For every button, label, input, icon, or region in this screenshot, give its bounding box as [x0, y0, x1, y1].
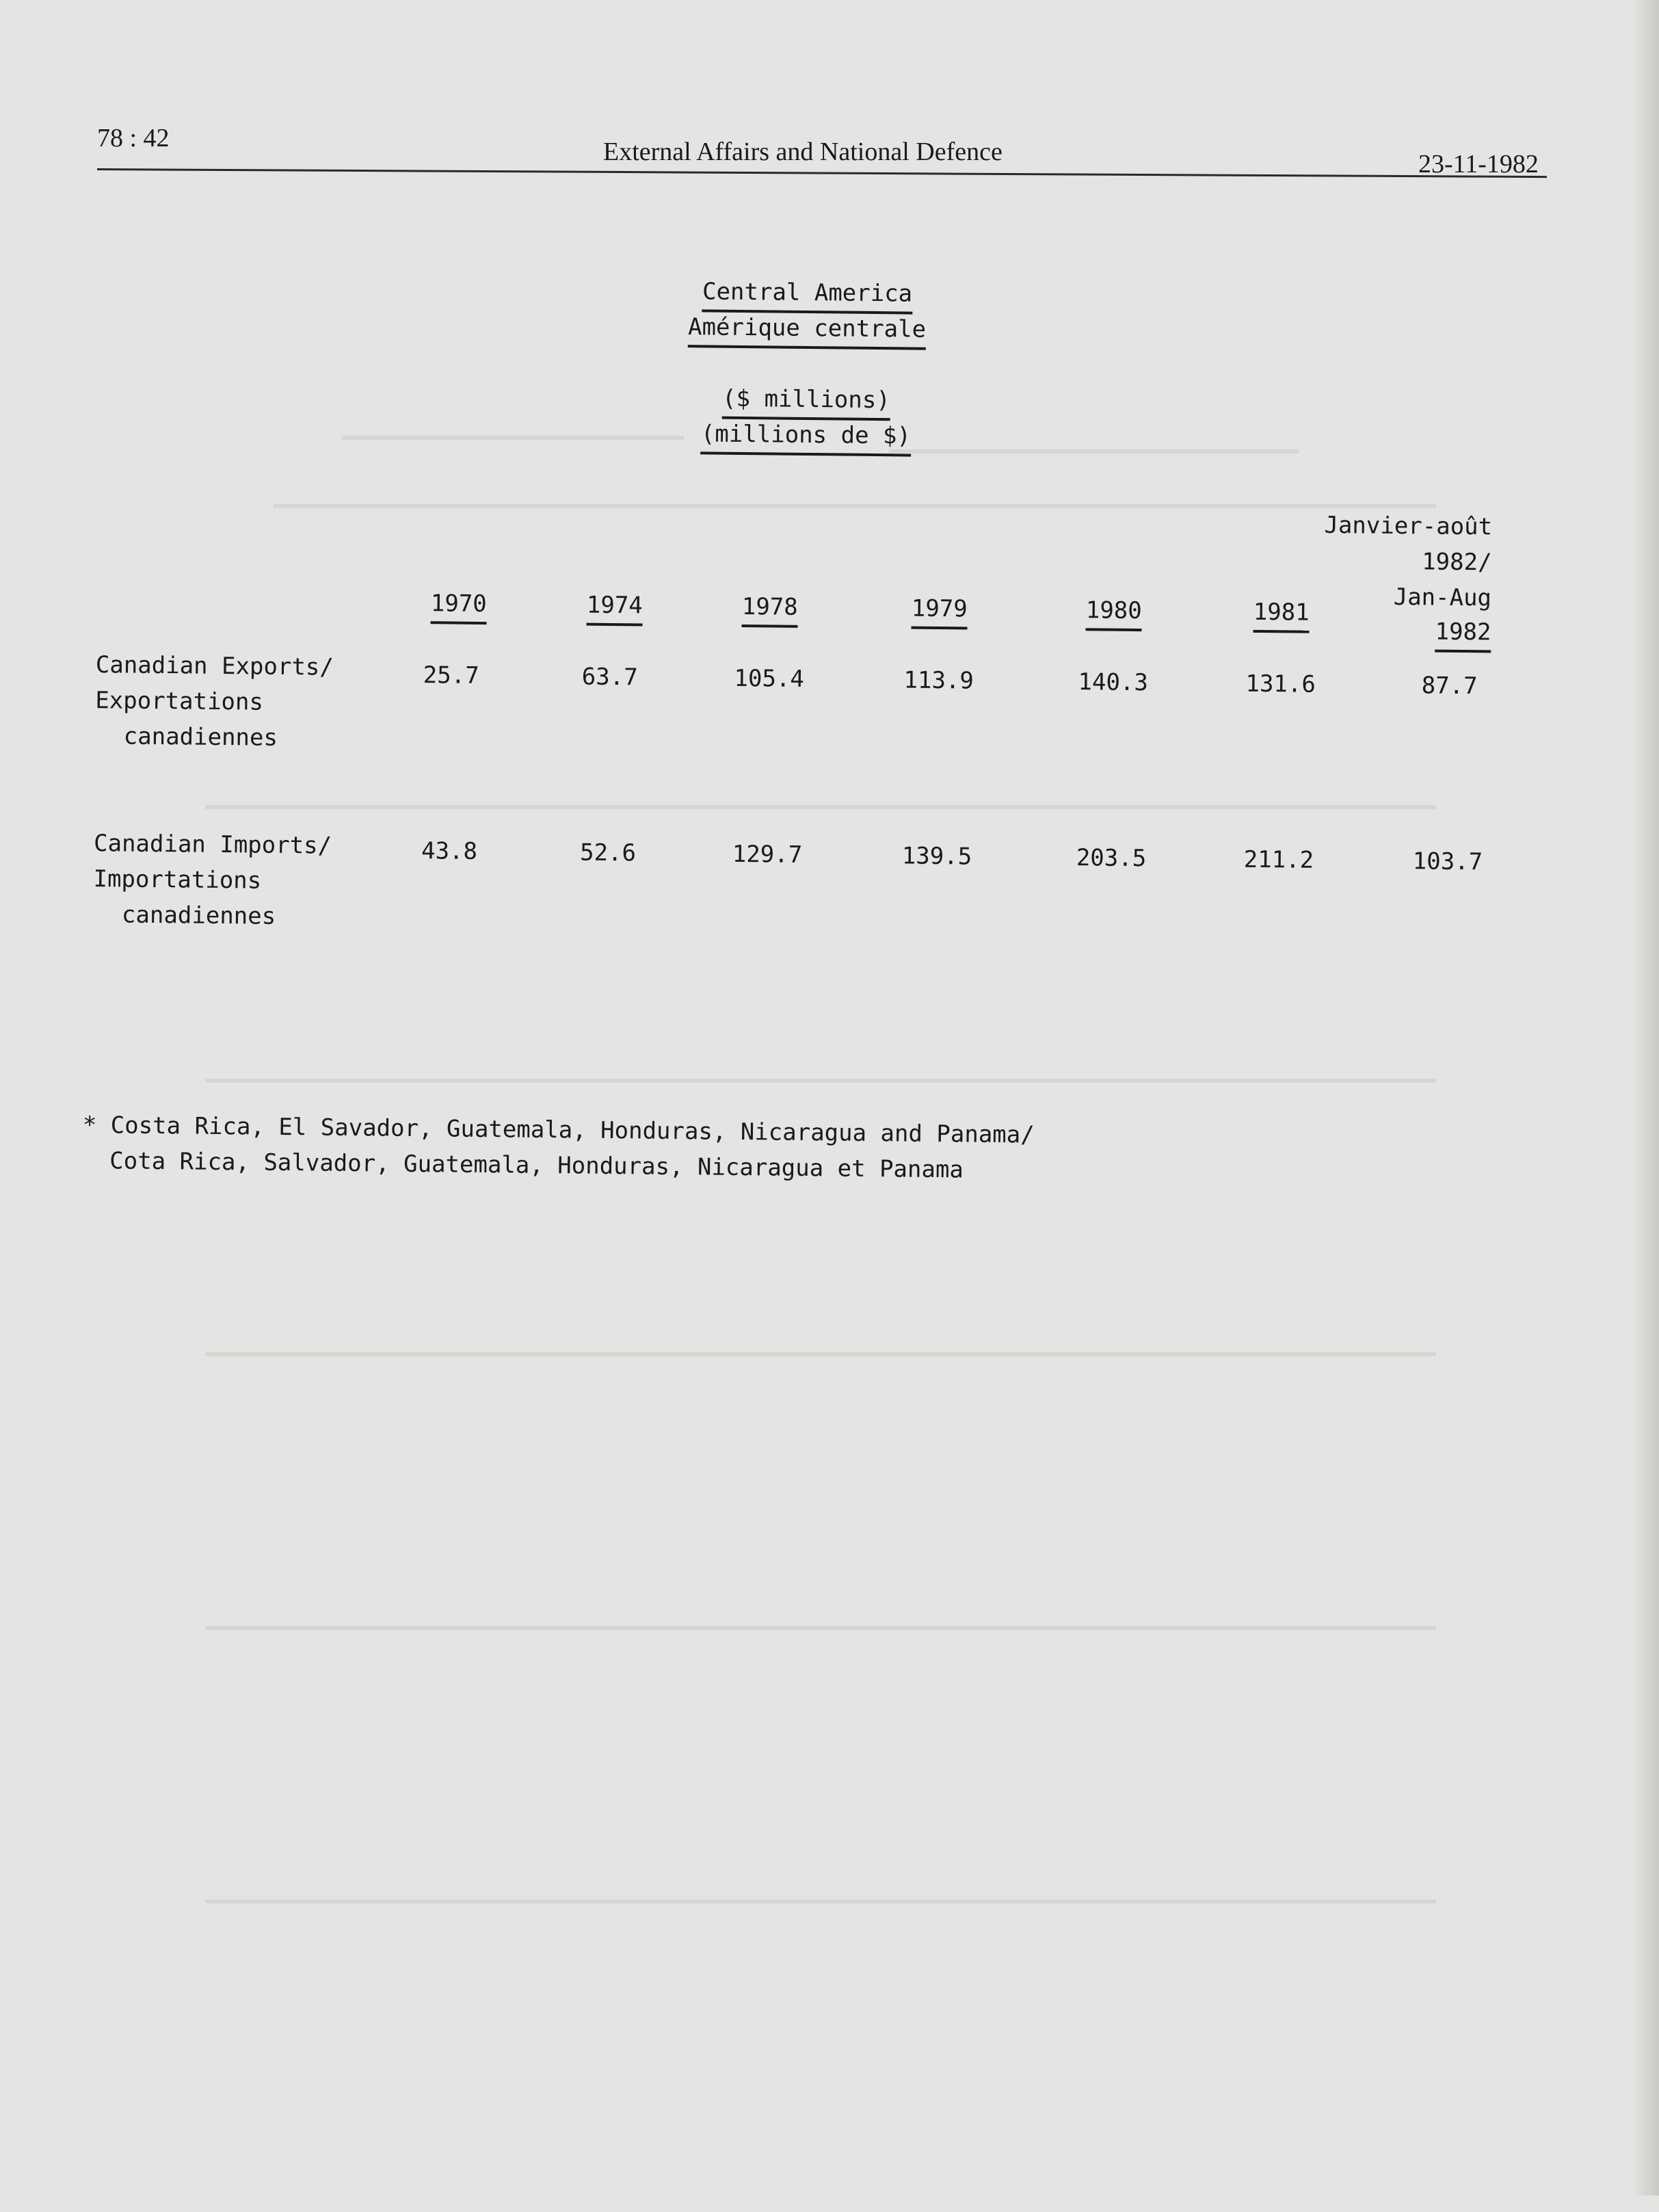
row-label-imports-line1: Canadian Imports/: [93, 830, 332, 860]
footnote-line2: Cota Rica, Salvador, Guatemala, Honduras, Nicaragua et Panama: [109, 1147, 964, 1184]
page-reference: 78 : 42: [97, 124, 170, 153]
column-header-jan-aug-line3: Jan-Aug: [1393, 583, 1492, 612]
column-header-jan-aug-line4: 1982: [1422, 620, 1491, 644]
row-label-exports-line2: Exportations: [95, 687, 264, 716]
row-label-exports-line1: Canadian Exports/: [95, 651, 334, 681]
column-header-1978: 1978: [736, 595, 804, 619]
row-label-imports-line3: canadiennes: [121, 901, 276, 930]
table-cell: 63.7: [581, 663, 638, 692]
table-cell: 52.6: [579, 839, 637, 867]
column-header-jan-aug-line2: 1982/: [1421, 548, 1492, 577]
table-cell: 113.9: [903, 666, 974, 695]
table-unit-en: ($ millions): [700, 386, 912, 412]
table-cell: 131.6: [1245, 670, 1316, 698]
table-cell: 129.7: [732, 840, 803, 869]
table-cell: 211.2: [1243, 845, 1314, 874]
column-header-1980: 1980: [1080, 598, 1148, 622]
row-label-imports-line2: Importations: [93, 865, 262, 895]
column-header-1981: 1981: [1247, 601, 1316, 624]
running-title: External Affairs and National Defence: [603, 137, 1003, 166]
table-title-fr: Amérique centrale: [677, 315, 937, 341]
table-cell: 25.7: [423, 661, 479, 689]
row-label-exports-line3: canadiennes: [123, 722, 278, 752]
table-cell: 105.4: [734, 664, 805, 693]
column-header-1974: 1974: [581, 594, 649, 618]
table-unit-fr: (millions de $): [686, 422, 925, 448]
table-cell: 87.7: [1421, 672, 1478, 700]
column-header-jan-aug-line1: Janvier-août: [1324, 511, 1493, 541]
header-date: 23-11-1982: [1418, 150, 1539, 179]
table-title-en: Central America: [687, 280, 927, 306]
column-header-1970: 1970: [425, 592, 493, 616]
table-cell: 103.7: [1412, 847, 1483, 876]
table-cell: 203.5: [1076, 844, 1147, 873]
column-header-1979: 1979: [905, 596, 974, 620]
table-cell: 139.5: [901, 842, 972, 871]
footnote-line1: * Costa Rica, El Savador, Guatemala, Honduras, Nicaragua and Panama/: [82, 1111, 1035, 1149]
table-cell: 140.3: [1078, 668, 1149, 697]
table-cell: 43.8: [421, 837, 478, 865]
